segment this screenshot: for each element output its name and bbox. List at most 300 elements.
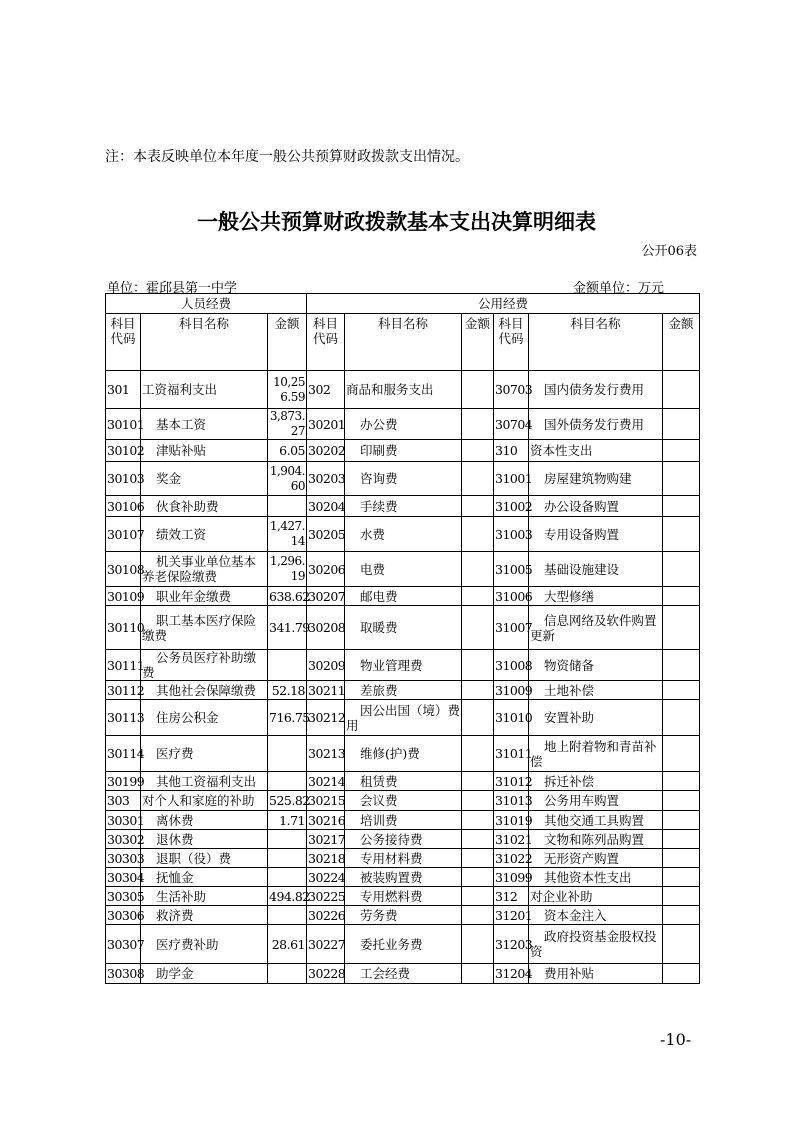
subject-code-text: 31021 <box>495 831 533 847</box>
subject-code <box>106 440 145 462</box>
subject-code <box>106 772 145 791</box>
subject-name-text: 委托业务费 <box>360 936 423 952</box>
subject-code-text: 30213 <box>308 746 346 761</box>
subject-code <box>307 811 345 830</box>
subject-name <box>345 409 462 440</box>
subject-name-text: 水费 <box>360 526 386 542</box>
subject-code <box>307 906 345 925</box>
subject-code <box>307 587 345 606</box>
subject-name <box>529 606 663 650</box>
amount <box>663 650 700 681</box>
subject-name-text: 公务接待费 <box>360 831 423 847</box>
subject-code-text: 30111 <box>107 657 145 673</box>
subject-code-text: 30203 <box>308 471 346 486</box>
subject-name-text: 抚恤金 <box>156 869 194 885</box>
subject-code-text: 30704 <box>495 416 533 432</box>
subject-name <box>345 887 462 906</box>
subject-code <box>494 681 533 700</box>
page-title: 一般公共预算财政拨款基本支出决算明细表 <box>197 210 596 234</box>
subject-name-text: 土地补偿 <box>544 682 595 698</box>
amount <box>663 440 700 462</box>
subject-code-text: 31005 <box>495 561 533 577</box>
subject-name <box>141 587 268 606</box>
subject-name-text: 国外债务发行费用 <box>544 416 645 432</box>
subject-code <box>106 606 145 650</box>
subject-code <box>307 681 345 700</box>
subject-name <box>529 650 663 681</box>
subject-code-text: 301 <box>107 382 130 397</box>
subject-name <box>345 496 462 517</box>
subject-name <box>141 811 268 830</box>
subject-name-text: 邮电费 <box>360 588 398 604</box>
subject-code-text: 30307 <box>107 936 145 952</box>
table-row <box>106 650 700 681</box>
subject-code <box>494 772 533 791</box>
column-header-amount: 金额 <box>462 314 494 371</box>
amount <box>268 681 307 700</box>
subject-name <box>345 700 462 736</box>
subject-name <box>529 440 663 462</box>
subject-name-text: 差旅费 <box>360 682 398 698</box>
subject-name-text: 专用材料费 <box>360 850 423 866</box>
subject-code <box>494 409 533 440</box>
subject-name-text: 文物和陈列品购置 <box>544 831 645 847</box>
amount <box>462 772 494 791</box>
subject-code <box>106 700 145 736</box>
subject-code <box>307 700 345 736</box>
expenditure-table <box>105 293 700 984</box>
subject-code <box>106 587 145 606</box>
subject-name <box>141 964 268 984</box>
subject-code-text: 30301 <box>107 812 145 828</box>
table-row <box>106 736 700 772</box>
subject-code <box>494 496 533 517</box>
subject-name <box>345 868 462 887</box>
subject-code-text: 30308 <box>107 966 145 981</box>
subject-name-text: 绩效工资 <box>156 526 207 542</box>
subject-code-text: 31001 <box>495 471 533 486</box>
subject-code <box>307 371 345 409</box>
amount <box>663 700 700 736</box>
subject-name <box>345 791 462 811</box>
subject-name-text: 退休费 <box>156 831 194 847</box>
subject-code-text: 30209 <box>308 657 346 673</box>
subject-name <box>141 887 268 906</box>
subject-code <box>106 371 141 409</box>
subject-code-text: 31022 <box>495 850 533 866</box>
amount <box>268 409 307 440</box>
subject-code-text: 30108 <box>107 561 145 577</box>
subject-name-text: 国内债务发行费用 <box>544 382 645 397</box>
amount <box>462 906 494 925</box>
subject-name-text: 助学金 <box>156 966 194 981</box>
subject-name <box>141 681 268 700</box>
amount <box>462 736 494 772</box>
amount <box>663 496 700 517</box>
subject-code-text: 31010 <box>495 710 533 725</box>
subject-code-text: 312 <box>495 888 518 904</box>
amount <box>462 868 494 887</box>
subject-code-text: 31003 <box>495 526 533 542</box>
amount <box>663 517 700 552</box>
amount <box>462 681 494 700</box>
subject-name-text: 基本工资 <box>156 416 207 432</box>
subject-name-text: 工会经费 <box>360 966 411 981</box>
subject-name <box>141 700 268 736</box>
subject-name <box>529 868 663 887</box>
amount <box>462 462 494 496</box>
subject-name-text: 费用补贴 <box>544 966 595 981</box>
public-header: 公用经费 <box>307 294 700 314</box>
subject-code <box>307 517 345 552</box>
subject-code <box>494 830 533 849</box>
amount <box>462 849 494 868</box>
subject-code <box>307 552 345 587</box>
column-header-name: 科目名称 <box>345 314 462 371</box>
subject-code <box>106 849 145 868</box>
amount <box>462 371 494 409</box>
subject-name <box>141 868 268 887</box>
subject-name <box>529 371 663 409</box>
subject-code <box>106 409 145 440</box>
subject-code-text: 30306 <box>107 907 145 923</box>
subject-code-text: 30112 <box>107 682 145 698</box>
subject-code <box>494 552 533 587</box>
subject-name <box>345 517 462 552</box>
subject-code-text: 30202 <box>308 443 346 458</box>
subject-code-text: 31007 <box>495 620 533 635</box>
subject-name-text: 取暖费 <box>360 620 398 635</box>
column-header-amount: 金额 <box>663 314 700 371</box>
subject-code <box>106 964 145 984</box>
subject-code-text: 30106 <box>107 498 145 514</box>
subject-name-text: 培训费 <box>360 812 398 828</box>
subject-code-text: 30204 <box>308 498 346 514</box>
subject-name-text: 因公出国（境）费用 <box>346 702 461 733</box>
table-row <box>106 830 700 849</box>
subject-code <box>494 811 533 830</box>
subject-name <box>529 791 663 811</box>
amount-text: 6.05 <box>279 443 305 458</box>
subject-code <box>307 440 345 462</box>
subject-code <box>494 517 533 552</box>
subject-code <box>494 868 533 887</box>
subject-code <box>494 462 533 496</box>
subject-name-text: 资本性支出 <box>530 443 593 458</box>
subject-name <box>345 811 462 830</box>
subject-code-text: 30227 <box>308 936 346 952</box>
amount <box>462 409 494 440</box>
subject-code <box>106 830 145 849</box>
subject-name <box>345 906 462 925</box>
amount <box>268 811 307 830</box>
subject-code <box>494 650 533 681</box>
subject-name <box>141 462 268 496</box>
subject-code-text: 303 <box>107 793 130 808</box>
personnel-header: 人员经费 <box>106 294 307 314</box>
subject-code-text: 30113 <box>107 710 145 725</box>
subject-name-text: 津贴补贴 <box>156 443 207 458</box>
amount <box>663 791 700 811</box>
subject-name <box>141 606 268 650</box>
amount <box>462 587 494 606</box>
subject-code <box>307 887 345 906</box>
subject-name-text: 咨询费 <box>360 471 398 486</box>
subject-name <box>529 462 663 496</box>
amount <box>268 462 307 496</box>
amount-text: 10,256.59 <box>273 374 305 404</box>
table-row <box>106 906 700 925</box>
subject-name-text: 基础设施建设 <box>544 561 620 577</box>
table-row <box>106 517 700 552</box>
subject-name <box>345 552 462 587</box>
subject-name-text: 会议费 <box>360 793 398 808</box>
subject-code-text: 31009 <box>495 682 533 698</box>
subject-code <box>494 849 533 868</box>
subject-name-text: 拆迁补偿 <box>544 773 595 789</box>
subject-code-text: 30218 <box>308 850 346 866</box>
subject-name-text: 物业管理费 <box>360 657 423 673</box>
subject-code <box>307 409 345 440</box>
page-number: -10- <box>660 1030 692 1049</box>
subject-code-text: 30110 <box>107 620 145 635</box>
subject-code-text: 30224 <box>308 869 346 885</box>
subject-code-text: 31201 <box>495 907 533 923</box>
subject-name <box>529 772 663 791</box>
subject-name-text: 商品和服务支出 <box>346 382 434 397</box>
table-row <box>106 462 700 496</box>
subject-code-text: 31011 <box>495 746 533 761</box>
amount <box>268 606 310 650</box>
subject-code-text: 310 <box>495 443 518 458</box>
subject-name <box>141 650 268 681</box>
subject-code-text: 30205 <box>308 526 346 542</box>
subject-name-text: 退职（役）费 <box>156 850 232 866</box>
amount <box>663 830 700 849</box>
amount-text: 716.75 <box>269 710 310 725</box>
subject-name <box>141 409 268 440</box>
subject-code-text: 30199 <box>107 773 145 789</box>
subject-code <box>106 681 145 700</box>
subject-name-text: 公务用车购置 <box>544 793 620 808</box>
subject-name <box>141 517 268 552</box>
subject-name-text: 对个人和家庭的补助 <box>142 793 255 808</box>
subject-name-text: 被装购置费 <box>360 869 423 885</box>
subject-code-text: 30201 <box>308 416 346 432</box>
table-row <box>106 791 700 811</box>
amount <box>462 964 494 984</box>
subject-code <box>106 496 145 517</box>
table-row <box>106 440 700 462</box>
amount <box>663 811 700 830</box>
subject-name-text: 其他交通工具购置 <box>544 812 645 828</box>
subject-code <box>307 462 345 496</box>
amount-text: 1.71 <box>279 812 305 828</box>
subject-name-text: 政府投资基金股权投资 <box>530 929 657 959</box>
table-code: 公开06表 <box>641 244 697 259</box>
table-row <box>106 811 700 830</box>
subject-name <box>529 409 663 440</box>
column-header-code: 科目代码 <box>494 314 529 371</box>
amount <box>268 925 307 964</box>
subject-name <box>345 650 462 681</box>
subject-code-text: 30207 <box>308 588 346 604</box>
subject-code-text: 30109 <box>107 588 145 604</box>
subject-name-text: 无形资产购置 <box>544 850 620 866</box>
subject-name-text: 办公费 <box>360 416 398 432</box>
amount-text: 3,873.27 <box>269 409 305 438</box>
subject-name <box>141 552 268 587</box>
amount <box>663 868 700 887</box>
subject-code <box>106 791 141 811</box>
subject-code-text: 30214 <box>308 773 346 789</box>
subject-name-text: 医疗费 <box>156 746 194 761</box>
subject-code <box>494 736 533 772</box>
subject-name <box>529 925 663 964</box>
amount <box>462 517 494 552</box>
subject-code-text: 30114 <box>107 746 145 761</box>
subject-name-text: 职业年金缴费 <box>156 588 232 604</box>
subject-name <box>141 906 268 925</box>
table-row <box>106 925 700 964</box>
subject-name-text: 大型修缮 <box>544 588 595 604</box>
amount <box>663 552 700 587</box>
unit-label: 单位：霍邱县第一中学 <box>107 281 238 296</box>
subject-name-text: 对企业补助 <box>530 888 593 904</box>
table-note: 注：本表反映单位本年度一般公共预算财政拨款支出情况。 <box>105 149 469 165</box>
subject-code <box>494 925 533 964</box>
table-row <box>106 371 700 409</box>
subject-name <box>141 371 268 409</box>
subject-code <box>494 791 533 811</box>
column-header-code: 科目代码 <box>106 314 141 371</box>
amount <box>663 906 700 925</box>
subject-code-text: 30206 <box>308 561 346 577</box>
subject-code <box>106 517 145 552</box>
amount <box>462 887 494 906</box>
subject-name <box>529 681 663 700</box>
subject-name-text: 信息网络及软件购置更新 <box>530 612 657 643</box>
subject-name <box>529 830 663 849</box>
subject-code-text: 30101 <box>107 416 145 432</box>
subject-code <box>494 906 533 925</box>
subject-code <box>106 868 145 887</box>
subject-code-text: 30103 <box>107 471 145 486</box>
amount <box>663 772 700 791</box>
subject-name-text: 机关事业单位基本养老保险缴费 <box>142 554 257 584</box>
subject-name <box>141 791 268 811</box>
amount <box>268 496 307 517</box>
amount <box>268 371 307 409</box>
subject-code <box>307 606 345 650</box>
subject-name <box>529 552 663 587</box>
subject-name <box>529 964 663 984</box>
table-row <box>106 887 700 906</box>
amount <box>268 587 310 606</box>
subject-code <box>106 887 145 906</box>
subject-name-text: 离休费 <box>156 812 194 828</box>
amount <box>462 700 494 736</box>
table-row <box>106 849 700 868</box>
subject-name-text: 其他社会保障缴费 <box>156 682 257 698</box>
column-header-code: 科目代码 <box>307 314 345 371</box>
amount <box>268 906 307 925</box>
amount <box>663 409 700 440</box>
subject-name-text: 房屋建筑物购建 <box>544 471 632 486</box>
amount <box>268 440 307 462</box>
subject-code <box>494 964 533 984</box>
subject-name <box>345 849 462 868</box>
subject-code <box>307 830 345 849</box>
subject-name <box>345 606 462 650</box>
subject-name <box>529 736 663 772</box>
column-header-name: 科目名称 <box>141 314 268 371</box>
subject-name <box>529 587 663 606</box>
subject-code-text: 30302 <box>107 831 145 847</box>
subject-name-text: 职工基本医疗保险缴费 <box>142 612 257 643</box>
subject-code-text: 30208 <box>308 620 346 635</box>
subject-name <box>529 906 663 925</box>
subject-name <box>529 887 663 906</box>
subject-name <box>345 736 462 772</box>
subject-code-text: 31099 <box>495 869 533 885</box>
amount <box>462 811 494 830</box>
table-row <box>106 552 700 587</box>
subject-code <box>106 552 145 587</box>
subject-name-text: 电费 <box>360 561 386 577</box>
subject-name <box>529 496 663 517</box>
subject-code-text: 30303 <box>107 850 145 866</box>
subject-code <box>494 887 529 906</box>
subject-code-text: 30703 <box>495 382 533 397</box>
amount <box>268 849 307 868</box>
subject-code-text: 30225 <box>308 888 346 904</box>
subject-name-text: 维修(护)费 <box>360 746 420 761</box>
amount <box>462 552 494 587</box>
amount <box>268 700 310 736</box>
subject-name-text: 工资福利支出 <box>142 382 218 397</box>
subject-code <box>106 462 145 496</box>
subject-name-text: 安置补助 <box>544 710 595 725</box>
amount <box>663 887 700 906</box>
subject-code-text: 30107 <box>107 526 145 542</box>
subject-code-text: 31013 <box>495 793 533 808</box>
subject-code-text: 30212 <box>308 710 346 725</box>
subject-name <box>345 772 462 791</box>
amount <box>268 650 307 681</box>
amount-text: 1,296.19 <box>269 554 305 583</box>
amount <box>268 736 307 772</box>
subject-code-text: 31008 <box>495 657 533 673</box>
amount-text: 525.82 <box>269 793 310 808</box>
subject-name <box>529 849 663 868</box>
subject-name-text: 物资储备 <box>544 657 595 673</box>
subject-name-text: 专用燃料费 <box>360 888 423 904</box>
subject-name <box>529 811 663 830</box>
subject-code-text: 31006 <box>495 588 533 604</box>
table-row <box>106 700 700 736</box>
subject-name-text: 专用设备购置 <box>544 526 620 542</box>
subject-code-text: 31203 <box>495 936 533 952</box>
subject-code <box>307 964 345 984</box>
amount <box>663 371 700 409</box>
subject-code-text: 31204 <box>495 966 533 981</box>
subject-code-text: 30305 <box>107 888 145 904</box>
subject-name-text: 住房公积金 <box>156 710 219 725</box>
subject-code <box>494 371 533 409</box>
subject-code-text: 30228 <box>308 966 346 981</box>
amount <box>462 440 494 462</box>
